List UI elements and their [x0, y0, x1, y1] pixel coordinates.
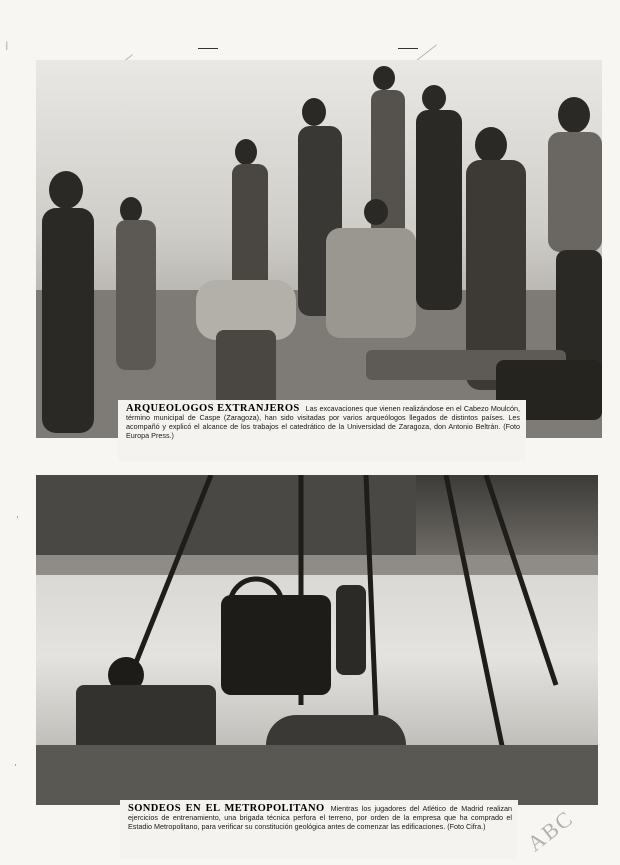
margin-mark-2: ·: [16, 512, 19, 522]
photo-stadium-drilling-illustration: [36, 475, 598, 805]
caption-text-archaeologists: Las excavaciones que vienen realizándose en el Cabezo Moulcón, término municipal de Caspe (Zaragoza), han sido visitadas por varios arqueólogos llegados de distintos países. Les acompañó y explicó el alcance de los trabajos el catedrático de la Universidad de Zaragoza, don Antonio Beltrán. (Foto Europa Press.): [126, 404, 521, 440]
watermark-abc-5: ABC: [522, 804, 579, 857]
headline-stadium-drilling: SONDEOS EN EL METROPOLITANO: [128, 803, 325, 814]
caption-text-stadium-drilling: Mientras los jugadores del Atlético de Madrid realizan ejercicios de entrenamiento, una brigada técnica perfora el terreno, por orden de la empresa que ha comprado el Estadio Metropolitano, para verificar su constitución geológica antes de comenzar las edificaciones. (Foto Cifra.): [128, 804, 512, 831]
margin-mark-3: ·: [14, 760, 17, 770]
caption-archaeologists: [118, 400, 526, 461]
caption-stadium-drilling: [120, 800, 518, 859]
photo-stadium-drilling: [36, 475, 598, 805]
photo-archaeologists: [36, 60, 602, 438]
headline-archaeologists: ARQUEOLOGOS EXTRANJEROS: [126, 403, 300, 414]
margin-mark-1: |: [6, 40, 8, 50]
header-rule-left: [198, 48, 218, 49]
header-rule-right: [398, 48, 418, 49]
photo-archaeologists-illustration: [36, 60, 602, 438]
